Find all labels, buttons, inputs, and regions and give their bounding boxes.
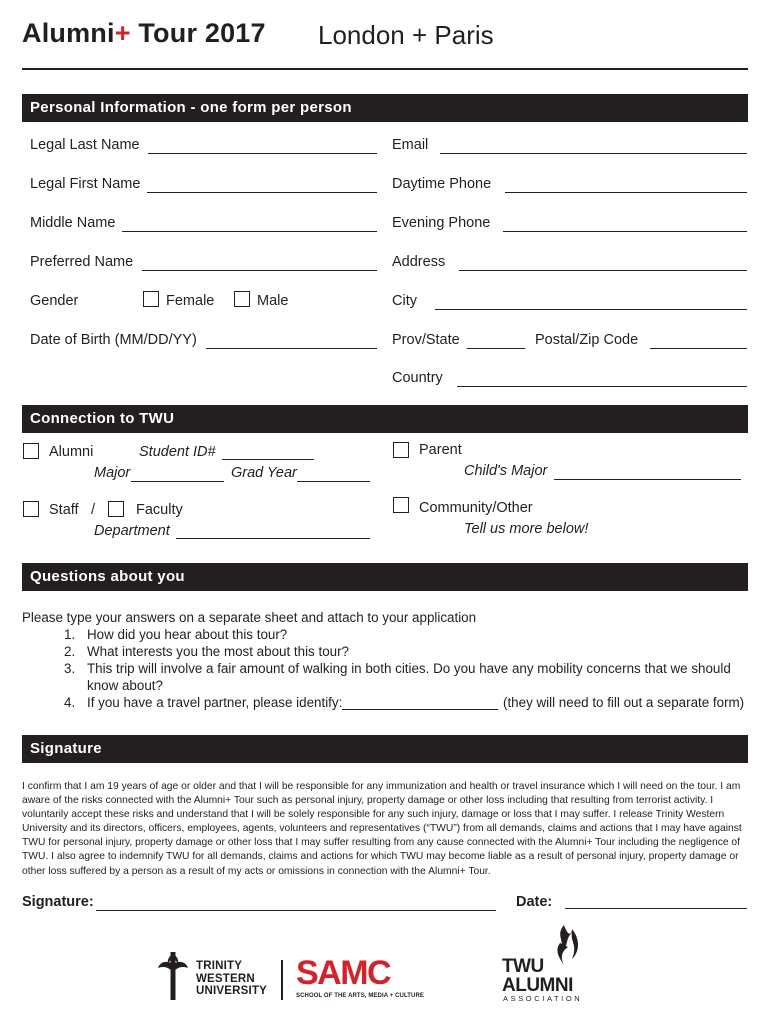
release-statement: I confirm that I am 19 years of age or older and that I will be responsible for any immunization and health or travel insurance which I will need on the tour. I am aware of the risks connected with the Alumni+ Tour such as personal injury, property damage or other loss including that resulting from terrorist activity. I voluntarily accept these risks and understand that I will be solely responsible for any such injury, damage or loss that I may suffer. I release Trinity Western University and its directors, officers, employees, agents, volunteers and representatives (“TWU”) from all demands, claims and actions that I may have against TWU for personal injury, property damage or other loss that I may suffer resulting from any cause connected with the Alumni+ Tour including the negligence of TWU. I also agree to indemnify TWU for all demands, claims and actions for which TWU may become liable as a result of personal injury, property damage or other loss suffered by a person as a result of my acts or omissions in connection with the Alumni+ Tour. [22,781,742,877]
alumni-checkbox[interactable] [23,443,39,459]
postal-zip-label: Postal/Zip Code [535,332,639,348]
page-subtitle: London + Paris [318,20,494,50]
country-field[interactable] [457,386,747,387]
twu-emblem-icon [156,950,190,1002]
dob-label: Date of Birth (MM/DD/YY) [30,332,197,348]
legal-first-name-label: Legal First Name [30,176,141,192]
gender-label: Gender [30,293,79,309]
preferred-name-label: Preferred Name [30,254,134,270]
city-label: City [392,293,417,309]
address-label: Address [392,254,446,270]
page-title: Alumni+ Tour 2017 [22,18,266,48]
city-field[interactable] [435,309,747,310]
address-field[interactable] [459,270,747,271]
daytime-phone-label: Daytime Phone [392,176,492,192]
faculty-checkbox[interactable] [108,501,124,517]
logo-divider [281,960,283,1000]
question-text: This trip will involve a fair amount of walking in both cities. Do you have any mobility concerns that we should [87,661,731,676]
male-label: Male [257,293,289,309]
faculty-label: Faculty [136,502,183,518]
evening-phone-field[interactable] [503,231,747,232]
legal-last-name-label: Legal Last Name [30,137,140,153]
daytime-phone-field[interactable] [505,192,747,193]
email-field[interactable] [440,153,747,154]
question-text-continued: know about? [87,678,163,693]
twu-alumni-logo [500,925,590,1005]
samc-tagline: SCHOOL OF THE ARTS, MEDIA + CULTURE [296,993,425,999]
female-checkbox[interactable] [143,291,159,307]
section-signature-header: Signature [22,735,748,763]
travel-partner-note: (they will need to fill out a separate form) [503,695,745,710]
signature-field[interactable] [96,910,496,911]
department-field[interactable] [176,538,370,539]
country-label: Country [392,370,443,386]
major-field[interactable] [131,481,224,482]
twu-logo-line: TRINITY [196,960,243,972]
prov-state-label: Prov/State [392,332,460,348]
staff-label: Staff [49,502,79,518]
date-label: Date: [516,894,553,910]
evening-phone-label: Evening Phone [392,215,491,231]
signature-label: Signature: [22,894,94,910]
alumni-logo-line: TWU [502,956,544,977]
header-divider [22,68,748,70]
travel-partner-field[interactable] [342,709,498,710]
section-connection-header: Connection to TWU [22,405,748,433]
samc-wordmark: SAMC [296,954,391,992]
parent-checkbox[interactable] [393,442,409,458]
childs-major-field[interactable] [554,479,741,480]
date-field[interactable] [565,908,747,909]
grad-year-label: Grad Year [231,465,297,481]
question-number: 2. [64,644,76,659]
middle-name-field[interactable] [122,231,377,232]
question-number: 1. [64,627,76,642]
question-number: 4. [64,695,76,710]
prov-state-field[interactable] [467,348,525,349]
preferred-name-field[interactable] [142,270,377,271]
male-checkbox[interactable] [234,291,250,307]
grad-year-field[interactable] [297,481,370,482]
alumni-logo-association: ASSOCIATION [503,994,583,1003]
alumni-label: Alumni [49,444,94,460]
question-number: 3. [64,661,76,676]
community-other-label: Community/Other [419,500,533,516]
student-id-field[interactable] [222,459,314,460]
student-id-label: Student ID# [139,444,216,460]
legal-last-name-field[interactable] [148,153,377,154]
community-other-checkbox[interactable] [393,497,409,513]
legal-first-name-field[interactable] [147,192,377,193]
twu-logo-line: UNIVERSITY [196,985,268,997]
staff-faculty-separator: / [91,502,96,518]
section-questions-header: Questions about you [22,563,748,591]
parent-label: Parent [419,442,462,458]
dob-field[interactable] [206,348,377,349]
twu-logo-line: WESTERN [196,972,255,985]
samc-logo [296,954,425,1005]
question-text: If you have a travel partner, please identify: [87,695,343,710]
twu-logo [156,950,276,1005]
staff-checkbox[interactable] [23,501,39,517]
postal-zip-field[interactable] [650,348,747,349]
tell-us-more-note: Tell us more below! [464,521,589,537]
question-text: What interests you the most about this tour? [87,644,349,659]
major-label: Major [94,465,131,481]
alumni-logo-line: ALUMNI [502,975,573,996]
middle-name-label: Middle Name [30,215,116,231]
question-text: How did you hear about this tour? [87,627,288,642]
female-label: Female [166,293,215,309]
email-label: Email [392,137,429,153]
department-label: Department [94,523,170,539]
childs-major-label: Child's Major [464,463,548,479]
questions-intro: Please type your answers on a separate sheet and attach to your application [22,610,477,625]
section-personal-header: Personal Information - one form per person [22,94,748,122]
